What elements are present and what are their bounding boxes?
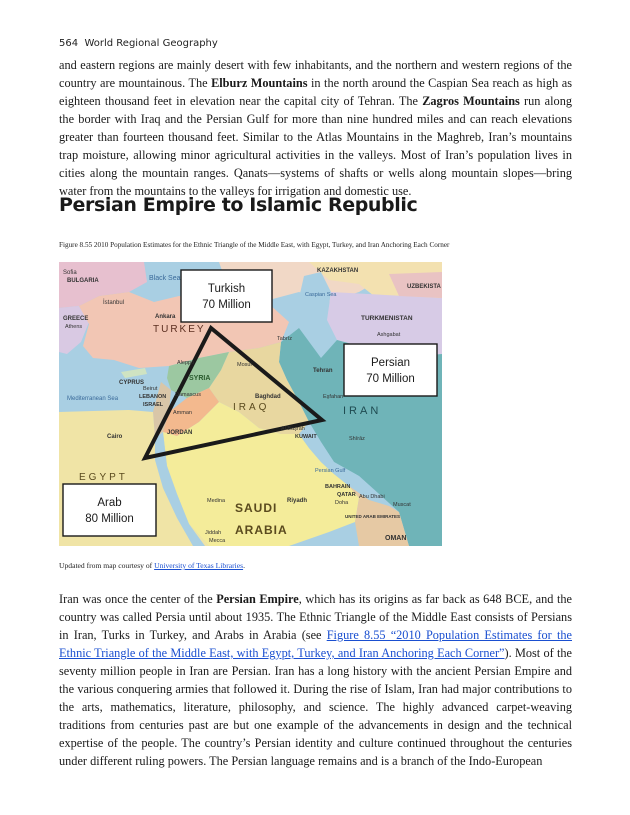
label-caspian: Caspian Sea [305,292,337,298]
label-ashgabat: Ashgabat [377,332,401,338]
key-term-persian-empire: Persian Empire [216,592,299,606]
label-iraq: IRAQ [233,402,270,413]
figure-reference-link[interactable]: Figure 8.55 “2010 Population Estimates for the Ethnic Triangle of the Middle East, with Egypt, Turkey, and Iran Anchoring Each Corner” [59,628,572,660]
text-run: in the north around the Caspian Sea reach as high as eighteen thousand feet in elevation near the capital city of Tehran. The [59,76,572,108]
label-baghdad: Baghdad [255,394,281,400]
credit-text: Updated from map courtesy of [59,561,155,570]
ethnic-triangle-map [59,262,442,546]
label-persian-gulf: Persian Gulf [315,468,346,474]
key-term-elburz: Elburz Mountains [211,76,308,90]
label-aleppo: Aleppo [177,360,195,366]
persian-callout [344,344,437,396]
label-mosul: Mosul [237,362,252,368]
label-tehran: Tehran [313,368,333,374]
label-cairo: Cairo [107,434,123,440]
turkish-name: Turkish [207,283,246,295]
label-jiddah: Jiddah [205,530,222,536]
label-qatar: QATAR [337,492,356,498]
label-egypt: EGYPT [79,472,128,483]
label-basra: Al Başrah [281,426,305,432]
page-header [59,38,218,49]
label-saudi: SAUDI [235,501,278,515]
figure-credit [59,561,245,570]
label-sofia: Sofia [63,270,77,276]
label-mediterranean: Mediterranean Sea [67,396,119,402]
label-muscat: Muscat [393,502,411,508]
label-kazakhstan: KAZAKHSTAN [317,268,359,274]
label-turkey: TURKEY [153,324,206,335]
body-paragraph-2 [59,590,572,770]
label-oman: OMAN [385,535,407,542]
text-run: run along the border with Iraq and the Persian Gulf for more than nine hundred miles and can reach elevations greater than fourteen thousand feet. Similar to the Atlas Mountains in the Maghreb, Iran’s mountains trap moisture, allowing minor agricultural activities in the valleys. Most of Iran’s population lives in cities along the mountain ranges. Qanats—systems of shafts or wells along mountain slopes—bring water from the mountains to the valleys for irrigation and domestic use. [59,94,572,198]
label-iran: IRAN [343,405,382,417]
label-mecca: Mecca [209,538,226,544]
label-tabriz: Tabrīz [277,336,292,342]
section-heading: Persian Empire to Islamic Republic [59,194,418,216]
label-bulgaria: BULGARIA [67,278,99,284]
label-bahrain: BAHRAIN [325,484,351,490]
label-medina: Medina [207,498,226,504]
label-doha: Doha [335,500,349,506]
persian-population: 70 Million [366,373,415,385]
label-uae: UNITED ARAB EMIRATES [345,514,400,519]
page-number: 564 [59,38,79,49]
label-black-sea: Black Sea [149,275,181,282]
figure-caption: Figure 8.55 2010 Population Estimates for the Ethnic Triangle of the Middle East, with Egypt, Turkey, and Iran Anchoring Each Corner [59,241,450,249]
label-istanbul: İstanbul [103,300,125,306]
persian-name: Persian [371,357,410,369]
label-uzbekistan: UZBEKISTA [407,284,441,290]
text-run: and eastern regions are mainly desert with few inhabitants, and the northern and western regions of the country are mountainous. The [59,58,572,90]
arab-callout [63,484,156,536]
map-svg [59,262,442,546]
label-syria: SYRIA [189,375,211,382]
credit-suffix: . [243,561,245,570]
label-greece: GREECE [63,316,89,322]
text-run: , which has its origins as far back as 648 BCE, and the country was called Persia until about 1935. The Ethnic Triangle of the Middle East consists of Persians in Iran, Turks in Turkey, and Arabs in Arabia (see [59,592,572,642]
text-run: Iran was once the center of the [59,592,217,606]
label-athens: Athens [65,324,83,330]
arab-name: Arab [97,497,122,509]
label-cyprus: CYPRUS [119,380,145,386]
label-arabia: ARABIA [235,523,288,537]
label-amman: Amman [173,410,192,416]
text-run: ). Most of the seventy million people in Iran are Persian. Iran has a long history with the ancient Persian Empire and the various conquering armies that followed it. During the rise of Islam, Iran had major contributions to the arts, mathematics, literature, philosophy, and science. The highly advanced carpet-weaving traditions from centuries past are but one example of the advancements in design and the technical expertise of the people. The country’s Persian identity and culture continued throughout the centuries under different ruling powers. The Persian language remains and is a branch of the Indo-European [59,646,572,768]
arab-population: 80 Million [85,513,134,525]
label-abu-dhabi: Abu Dhabi [359,494,385,500]
label-shiraz: Shīrāz [349,436,365,442]
label-ankara: Ankara [155,314,176,320]
label-damascus: Damascus [175,392,201,398]
turkish-population: 70 Million [202,299,251,311]
label-beirut: Beirut [143,386,158,392]
turkish-callout [181,270,272,322]
label-israel: ISRAEL [143,402,164,408]
book-title: World Regional Geography [84,38,218,49]
body-paragraph-1 [59,56,572,200]
label-isfahan: Eşfahan [323,394,344,400]
credit-link[interactable]: University of Texas Libraries [154,561,244,570]
label-riyadh: Riyadh [287,498,308,504]
key-term-zagros: Zagros Mountains [422,94,520,108]
label-lebanon: LEBANON [139,394,167,400]
label-kuwait: KUWAIT [295,434,317,440]
label-turkmenistan: TURKMENISTAN [361,315,413,322]
label-jordan: JORDAN [167,430,193,436]
